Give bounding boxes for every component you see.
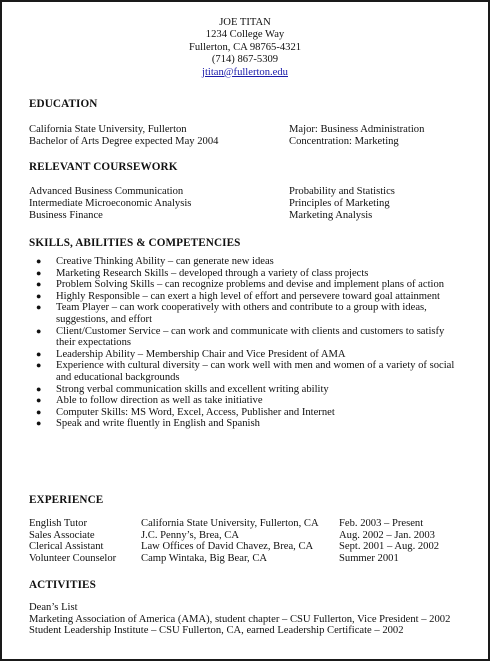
list-item: ● Speak and write fluently in English and Spanish <box>36 418 260 430</box>
list-item: ● Creative Thinking Ability – can generate new ideas <box>36 256 274 267</box>
course: Business Finance <box>29 210 103 221</box>
education-row <box>29 136 479 148</box>
coursework-heading: RELEVANT COURSEWORK <box>29 161 178 173</box>
list-item: ● Strong verbal communication skills and excellent writing ability <box>36 383 329 395</box>
bullet-icon: ● <box>36 325 42 336</box>
list-item: ● Able to follow direction as well as take initiative <box>36 395 263 407</box>
bullet-icon: ● <box>36 383 42 394</box>
contact-header <box>2 17 488 79</box>
degree: Bachelor of Arts Degree expected May 2004 <box>29 136 219 147</box>
coursework-row <box>29 186 479 198</box>
list-item: ● Highly Responsible – can exert a high level of effort and persevere toward goal attainment <box>36 290 440 302</box>
employer: J.C. Penny’s, Brea, CA <box>141 529 239 541</box>
experience-table <box>29 518 479 564</box>
course: Principles of Marketing <box>289 198 390 209</box>
list-item: ● Problem Solving Skills – can recognize problems and devise and implement plans of action <box>36 279 445 291</box>
coursework-row <box>29 210 479 222</box>
education-row <box>29 124 479 136</box>
coursework-row <box>29 198 479 210</box>
employer: Camp Wintaka, Big Bear, CA <box>141 552 268 564</box>
bullet-icon: ● <box>36 348 42 359</box>
education-block <box>29 124 479 148</box>
skills-list <box>29 256 459 430</box>
bullet-icon: ● <box>36 395 42 406</box>
table-row <box>29 553 479 565</box>
job-dates: Feb. 2003 – Present <box>339 518 424 529</box>
major: Major: Business Administration <box>289 124 425 135</box>
list-item: Marketing Association of America (AMA), student chapter – CSU Fullerton, Vice President – 2002 <box>29 613 451 625</box>
job-title: Volunteer Counselor <box>29 552 117 564</box>
course: Intermediate Microeconomic Analysis <box>29 198 192 209</box>
skills-heading: SKILLS, ABILITIES & COMPETENCIES <box>29 237 241 249</box>
table-row <box>29 541 479 553</box>
list-item: ● Experience with cultural diversity – can work well with men and women of a variety of social and educational backgrounds <box>36 360 455 383</box>
list-item: ● Client/Customer Service – can work and communicate with clients and customers to satisfy their expectations <box>36 325 445 349</box>
job-title: Sales Associate <box>29 529 95 541</box>
city-state-zip: Fullerton, CA 98765-4321 <box>188 41 302 53</box>
list-item: ● Leadership Ability – Membership Chair and Vice President of AMA <box>36 348 346 360</box>
list-item: ● Team Player – can work cooperatively with others and contribute to a group with ideas, suggestions, and effort <box>36 302 427 325</box>
bullet-icon: ● <box>36 406 42 417</box>
job-title: Clerical Assistant <box>29 541 104 553</box>
bullet-icon: ● <box>36 360 42 371</box>
phone-number: (714) 867-5309 <box>211 54 279 66</box>
employer: California State University, Fullerton, CA <box>141 518 319 529</box>
employer: Law Offices of David Chavez, Brea, CA <box>141 541 314 553</box>
list-item: ● Marketing Research Skills – developed through a variety of class projects <box>36 267 369 279</box>
course: Probability and Statistics <box>289 186 395 197</box>
bullet-icon: ● <box>36 302 42 313</box>
table-row <box>29 530 479 542</box>
course: Marketing Analysis <box>289 210 373 221</box>
bullet-icon: ● <box>36 256 42 266</box>
list-item: Student Leadership Institute – CSU Fullerton, CA, earned Leadership Certificate – 2002 <box>29 625 404 637</box>
bullet-icon: ● <box>36 290 42 301</box>
concentration: Concentration: Marketing <box>289 136 399 147</box>
job-dates: Summer 2001 <box>339 552 399 564</box>
job-dates: Aug. 2002 – Jan. 2003 <box>339 529 435 541</box>
list-item: ● Computer Skills: MS Word, Excel, Access, Publisher and Internet <box>36 406 335 418</box>
school-name: California State University, Fullerton <box>29 124 187 135</box>
education-heading: EDUCATION <box>29 98 98 110</box>
email-link[interactable]: jtitan@fullerton.edu <box>202 66 288 78</box>
activities-heading: ACTIVITIES <box>29 579 96 591</box>
job-title: English Tutor <box>29 518 87 529</box>
bullet-icon: ● <box>36 267 42 278</box>
applicant-name: JOE TITAN <box>219 17 271 28</box>
list-item: Dean’s List <box>29 602 78 613</box>
bullet-icon: ● <box>36 279 42 290</box>
street-address: 1234 College Way <box>205 29 285 41</box>
table-row <box>29 518 479 530</box>
coursework-block <box>29 186 479 222</box>
job-dates: Sept. 2001 – Aug. 2002 <box>339 541 440 553</box>
bullet-icon: ● <box>36 418 42 429</box>
course: Advanced Business Communication <box>29 186 184 197</box>
experience-heading: EXPERIENCE <box>29 494 104 506</box>
activities-list <box>29 602 479 637</box>
